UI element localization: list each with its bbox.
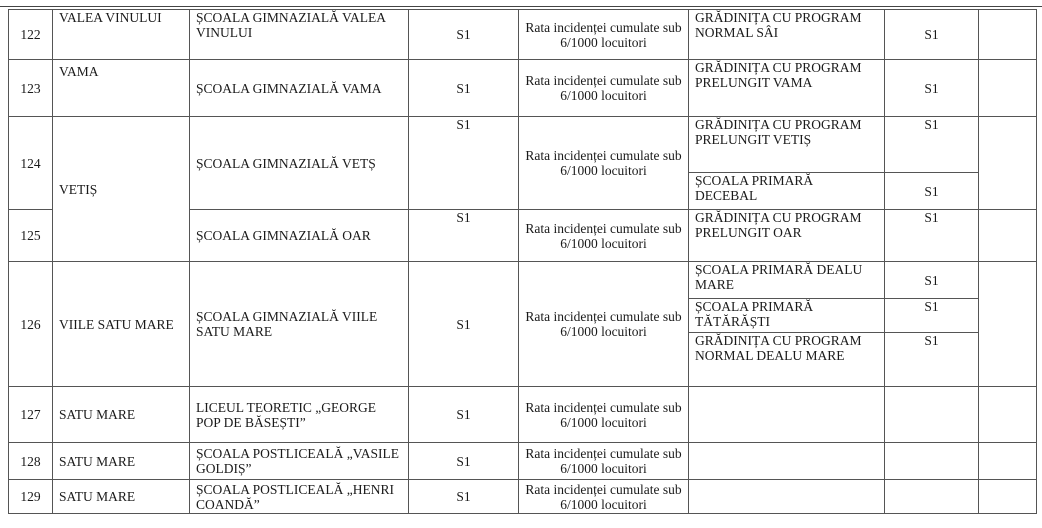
school-cell: ȘCOALA POSTLICEALĂ „HENRI COANDĂ” bbox=[190, 480, 409, 514]
sub-unit-cell: GRĂDINIȚA CU PROGRAM NORMAL SÂI bbox=[689, 10, 885, 60]
table-row bbox=[9, 443, 1037, 480]
school-cell: ȘCOALA GIMNAZIALĂ VETȘ bbox=[190, 117, 409, 210]
incidence-rate-cell: Rata incidenței cumulate sub 6/1000 locuitori bbox=[519, 443, 689, 480]
row-number: 122 bbox=[9, 10, 53, 60]
row-number: 127 bbox=[9, 387, 53, 443]
table-row bbox=[9, 60, 1037, 117]
empty-cell bbox=[979, 443, 1037, 480]
scenario-cell: S1 bbox=[409, 10, 519, 60]
row-number: 126 bbox=[9, 262, 53, 387]
locality-cell: VETIȘ bbox=[53, 117, 190, 262]
empty-cell bbox=[689, 443, 885, 480]
sub-unit-scenario-cell: S1 bbox=[885, 262, 979, 299]
table-row bbox=[9, 117, 1037, 173]
incidence-rate-cell: Rata incidenței cumulate sub 6/1000 locuitori bbox=[519, 480, 689, 514]
incidence-rate-cell: Rata incidenței cumulate sub 6/1000 locuitori bbox=[519, 387, 689, 443]
empty-cell bbox=[979, 60, 1037, 117]
sub-unit-cell: ȘCOALA PRIMARĂ TĂTĂRĂȘTI bbox=[689, 299, 885, 333]
locality-cell: VAMA bbox=[53, 60, 190, 117]
sub-unit-scenario-cell: S1 bbox=[885, 299, 979, 333]
locality-cell: VALEA VINULUI bbox=[53, 10, 190, 60]
row-number: 124 bbox=[9, 117, 53, 210]
sub-unit-cell: ȘCOALA PRIMARĂ DECEBAL bbox=[689, 173, 885, 210]
incidence-rate-cell: Rata incidenței cumulate sub 6/1000 locuitori bbox=[519, 262, 689, 387]
row-number: 129 bbox=[9, 480, 53, 514]
empty-cell bbox=[689, 480, 885, 514]
locality-cell: VIILE SATU MARE bbox=[53, 262, 190, 387]
empty-cell bbox=[979, 117, 1037, 210]
empty-cell bbox=[979, 387, 1037, 443]
sub-unit-cell: GRĂDINIȚA CU PROGRAM PRELUNGIT VAMA bbox=[689, 60, 885, 117]
empty-cell bbox=[885, 480, 979, 514]
incidence-rate-cell: Rata incidenței cumulate sub 6/1000 locuitori bbox=[519, 210, 689, 262]
locality-cell: SATU MARE bbox=[53, 480, 190, 514]
schools-table bbox=[8, 9, 1037, 514]
row-number: 125 bbox=[9, 210, 53, 262]
empty-cell bbox=[979, 210, 1037, 262]
school-cell: ȘCOALA GIMNAZIALĂ VIILE SATU MARE bbox=[190, 262, 409, 387]
empty-cell bbox=[885, 443, 979, 480]
sub-unit-scenario-cell: S1 bbox=[885, 333, 979, 387]
empty-cell bbox=[979, 262, 1037, 387]
sub-unit-scenario-cell: S1 bbox=[885, 210, 979, 262]
sub-unit-scenario-cell: S1 bbox=[885, 10, 979, 60]
table-row bbox=[9, 387, 1037, 443]
school-cell: ȘCOALA POSTLICEALĂ „VASILE GOLDIȘ” bbox=[190, 443, 409, 480]
sub-unit-cell: GRĂDINIȚA CU PROGRAM PRELUNGIT VETIȘ bbox=[689, 117, 885, 173]
scenario-cell: S1 bbox=[409, 117, 519, 210]
empty-cell bbox=[979, 10, 1037, 60]
school-cell: ȘCOALA GIMNAZIALĂ OAR bbox=[190, 210, 409, 262]
table-row bbox=[9, 262, 1037, 299]
school-cell: ȘCOALA GIMNAZIALĂ VAMA bbox=[190, 60, 409, 117]
scenario-cell: S1 bbox=[409, 60, 519, 117]
scenario-cell: S1 bbox=[409, 443, 519, 480]
sub-unit-cell: GRĂDINIȚA CU PROGRAM NORMAL DEALU MARE bbox=[689, 333, 885, 387]
row-number: 123 bbox=[9, 60, 53, 117]
sub-unit-cell: GRĂDINIȚA CU PROGRAM PRELUNGIT OAR bbox=[689, 210, 885, 262]
empty-cell bbox=[689, 387, 885, 443]
scenario-cell: S1 bbox=[409, 210, 519, 262]
scenario-cell: S1 bbox=[409, 262, 519, 387]
incidence-rate-cell: Rata incidenței cumulate sub 6/1000 locuitori bbox=[519, 10, 689, 60]
locality-cell: SATU MARE bbox=[53, 443, 190, 480]
incidence-rate-cell: Rata incidenței cumulate sub 6/1000 locuitori bbox=[519, 60, 689, 117]
school-cell: LICEUL TEORETIC „GEORGE POP DE BĂSEȘTI” bbox=[190, 387, 409, 443]
incidence-rate-cell: Rata incidenței cumulate sub 6/1000 locuitori bbox=[519, 117, 689, 210]
empty-cell bbox=[979, 480, 1037, 514]
sub-unit-scenario-cell: S1 bbox=[885, 173, 979, 210]
sub-unit-cell: ȘCOALA PRIMARĂ DEALU MARE bbox=[689, 262, 885, 299]
row-number: 128 bbox=[9, 443, 53, 480]
page-top-rule bbox=[0, 6, 1042, 7]
scenario-cell: S1 bbox=[409, 387, 519, 443]
table-row bbox=[9, 10, 1037, 60]
scenario-cell: S1 bbox=[409, 480, 519, 514]
locality-cell: SATU MARE bbox=[53, 387, 190, 443]
table-row bbox=[9, 480, 1037, 514]
empty-cell bbox=[885, 387, 979, 443]
school-cell: ȘCOALA GIMNAZIALĂ VALEA VINULUI bbox=[190, 10, 409, 60]
sub-unit-scenario-cell: S1 bbox=[885, 60, 979, 117]
sub-unit-scenario-cell: S1 bbox=[885, 117, 979, 173]
